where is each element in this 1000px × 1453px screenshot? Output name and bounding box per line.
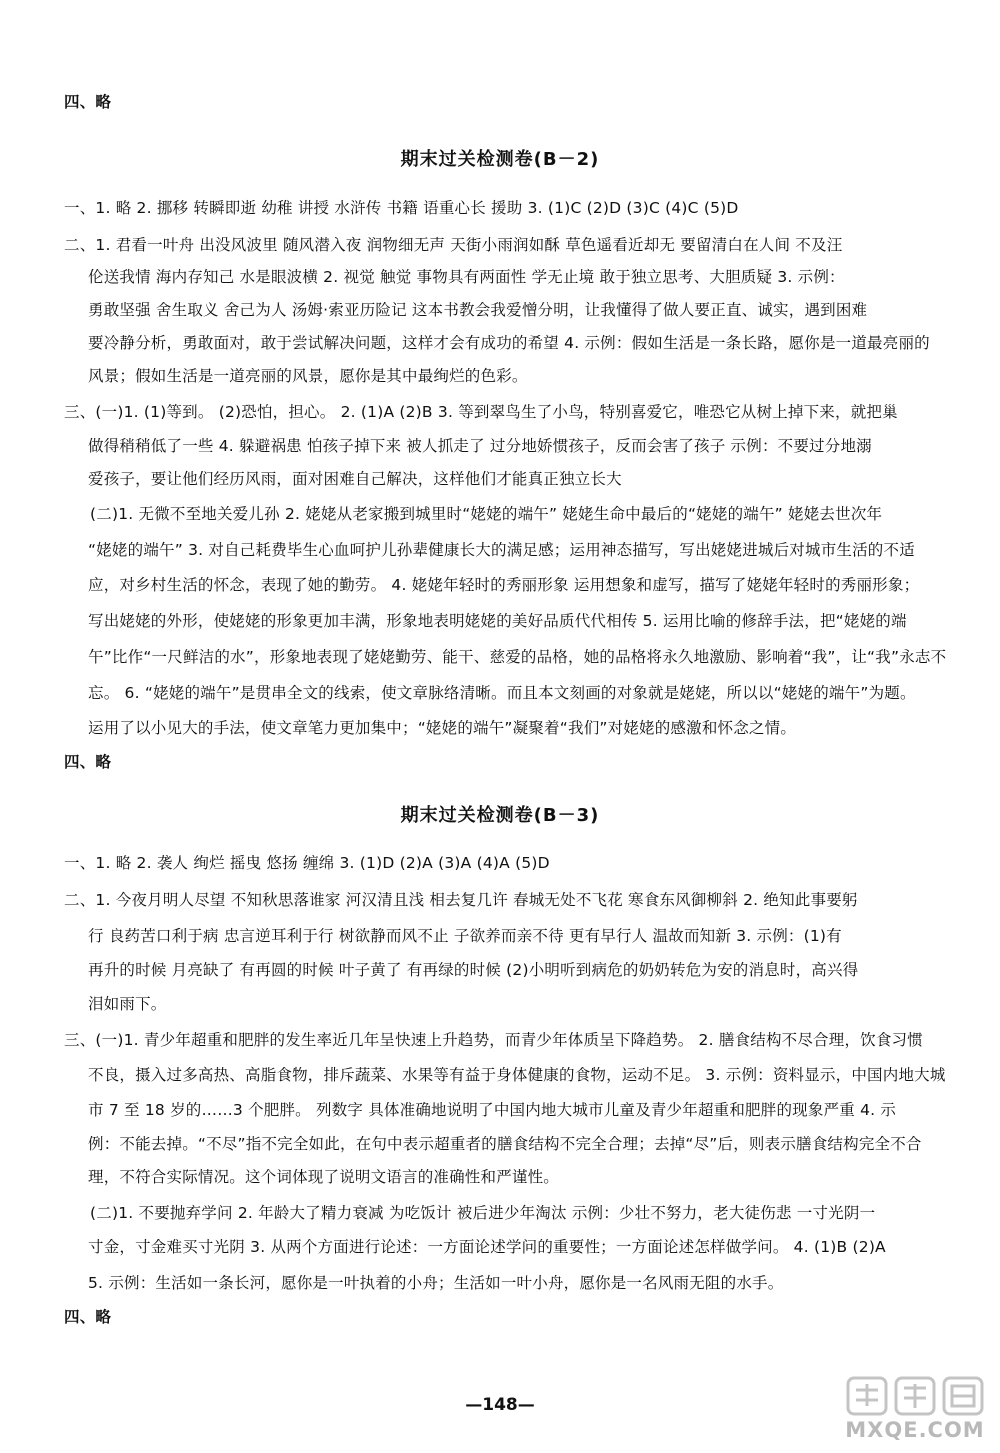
answer-line: 行 良药苦口利于病 忠言逆耳利于行 树欲静而风不止 子欲养而亲不待 更有早行人 温故而知新 3. 示例：(1)有 <box>88 927 842 945</box>
answer-line: 应，对乡村生活的怀念，表现了她的勤劳。 4. 姥姥年轻时的秀丽形象 运用想象和虚写，描写了姥姥年轻时的秀丽形象； <box>88 576 920 594</box>
section-end-label: 四、略 <box>64 1308 112 1326</box>
answer-line: 三、(一)1. 青少年超重和肥胖的发生率近几年呈快速上升趋势，而青少年体质呈下降趋势。 2. 膳食结构不尽合理，饮食习惯 <box>64 1031 923 1049</box>
answer-line: 不良，摄入过多高热、高脂食物，排斥蔬菜、水果等有益于身体健康的食物，运动不足。 3. 示例：资料显示，中国内地大城 <box>88 1066 946 1084</box>
answer-line: 5. 示例：生活如一条长河，愿你是一叶执着的小舟；生活如一叶小舟，愿你是一名风雨无阻的水手。 <box>88 1274 784 1292</box>
answer-line: 午”比作“一尺鲜洁的水”，形象地表现了姥姥勤劳、能干、慈爱的品格，她的品格将永久地激励、影响着“我”，让“我”永志不 <box>88 648 947 666</box>
answer-line: 三、(一)1. (1)等到。 (2)恐怕，担心。 2. (1)A (2)B 3. 等到翠鸟生了小鸟，特别喜爱它，唯恐它从树上掉下来，就把巢 <box>64 403 898 421</box>
answer-line: 一、1. 略 2. 袭人 绚烂 摇曳 悠扬 缠绵 3. (1)D (2)A (3)A (4)A (5)D <box>64 854 550 872</box>
answer-line: 泪如雨下。 <box>88 995 167 1013</box>
answer-line: 市 7 至 18 岁的……3 个肥胖。 列数字 具体准确地说明了中国内地大城市儿童及青少年超重和肥胖的现象严重 4. 示 <box>88 1101 897 1119</box>
section-end-label: 四、略 <box>64 753 112 771</box>
answer-line: 忘。 6. “姥姥的端午”是贯串全文的线索，使文章脉络清晰。而且本文刻画的对象就是姥姥，所以以“姥姥的端午”为题。 <box>88 684 916 702</box>
answer-line: “姥姥的端午” 3. 对自己耗费毕生心血呵护儿孙辈健康长大的满足感；运用神态描写，写出姥姥进城后对城市生活的不适 <box>88 541 915 559</box>
exam-title-b2: 期末过关检测卷(B－2) <box>400 149 600 170</box>
answer-line: 做得稍稍低了一些 4. 躲避祸患 怕孩子掉下来 被人抓走了 过分地娇惯孩子，反而会害了孩子 示例：不要过分地溺 <box>88 437 872 455</box>
answer-line: 勇敢坚强 舍生取义 舍己为人 汤姆·索亚历险记 这本书教会我爱憎分明，让我懂得了做人要正直、诚实，遇到困难 <box>88 301 868 319</box>
exam-title-b3: 期末过关检测卷(B－3) <box>400 805 600 826</box>
answer-line: 要冷静分析，勇敢面对，敢于尝试解决问题，这样才会有成功的希望 4. 示例：假如生活是一条长路，愿你是一道最亮丽的 <box>88 334 930 352</box>
site-watermark <box>840 1372 990 1444</box>
answer-line: (二)1. 无微不至地关爱儿孙 2. 姥姥从老家搬到城里时“姥姥的端午” 姥姥生命中最后的“姥姥的端午” 姥姥去世次年 <box>90 505 883 523</box>
answer-line: 爱孩子，要让他们经历风雨，面对困难自己解决，这样他们才能真正独立长大 <box>88 470 622 488</box>
answer-line: 写出姥姥的外形，使姥姥的形象更加丰满，形象地表明姥姥的美好品质代代相传 5. 运用比喻的修辞手法，把“姥姥的端 <box>88 612 907 630</box>
section-end-label: 四、略 <box>64 93 112 111</box>
answer-line: 运用了以小见大的手法，使文章笔力更加集中；“姥姥的端午”凝聚着“我们”对姥姥的感激和怀念之情。 <box>88 719 797 737</box>
watermark-text: MXQE.COM <box>845 1418 985 1442</box>
answer-line: 风景；假如生活是一道亮丽的风景，愿你是其中最绚烂的色彩。 <box>88 367 528 385</box>
answer-line: 再升的时候 月亮缺了 有再圆的时候 叶子黄了 有再绿的时候 (2)小明听到病危的奶奶转危为安的消息时，高兴得 <box>88 961 859 979</box>
answer-line: 理，不符合实际情况。这个词体现了说明文语言的准确性和严谨性。 <box>88 1168 560 1186</box>
answer-line: 二、1. 君看一叶舟 出没风波里 随风潜入夜 润物细无声 天街小雨润如酥 草色遥看近却无 要留清白在人间 不及汪 <box>64 236 843 254</box>
watermark-logo-icon <box>840 1372 990 1420</box>
answer-line: 一、1. 略 2. 挪移 转瞬即逝 幼稚 讲授 水浒传 书籍 语重心长 援助 3. (1)C (2)D (3)C (4)C (5)D <box>64 199 739 217</box>
answer-line: 寸金，寸金难买寸光阴 3. 从两个方面进行论述：一方面论述学问的重要性；一方面论述怎样做学问。 4. (1)B (2)A <box>88 1238 886 1256</box>
answer-line: 二、1. 今夜月明人尽望 不知秋思落谁家 河汉清且浅 相去复几许 春城无处不飞花 寒食东风御柳斜 2. 绝知此事要躬 <box>64 891 858 909</box>
answer-line: (二)1. 不要抛弃学问 2. 年龄大了精力衰减 为吃饭计 被后进少年淘汰 示例：少壮不努力，老大徒伤悲 一寸光阴一 <box>90 1204 876 1222</box>
answer-line: 例：不能去掉。“不尽”指不完全如此，在句中表示超重者的膳食结构不完全合理；去掉“尽”后，则表示膳食结构完全不合 <box>88 1135 922 1153</box>
answer-line: 伦送我情 海内存知己 水是眼波横 2. 视觉 触觉 事物具有两面性 学无止境 敢于独立思考、大胆质疑 3. 示例： <box>88 268 845 286</box>
page-number: —148— <box>465 1395 535 1415</box>
